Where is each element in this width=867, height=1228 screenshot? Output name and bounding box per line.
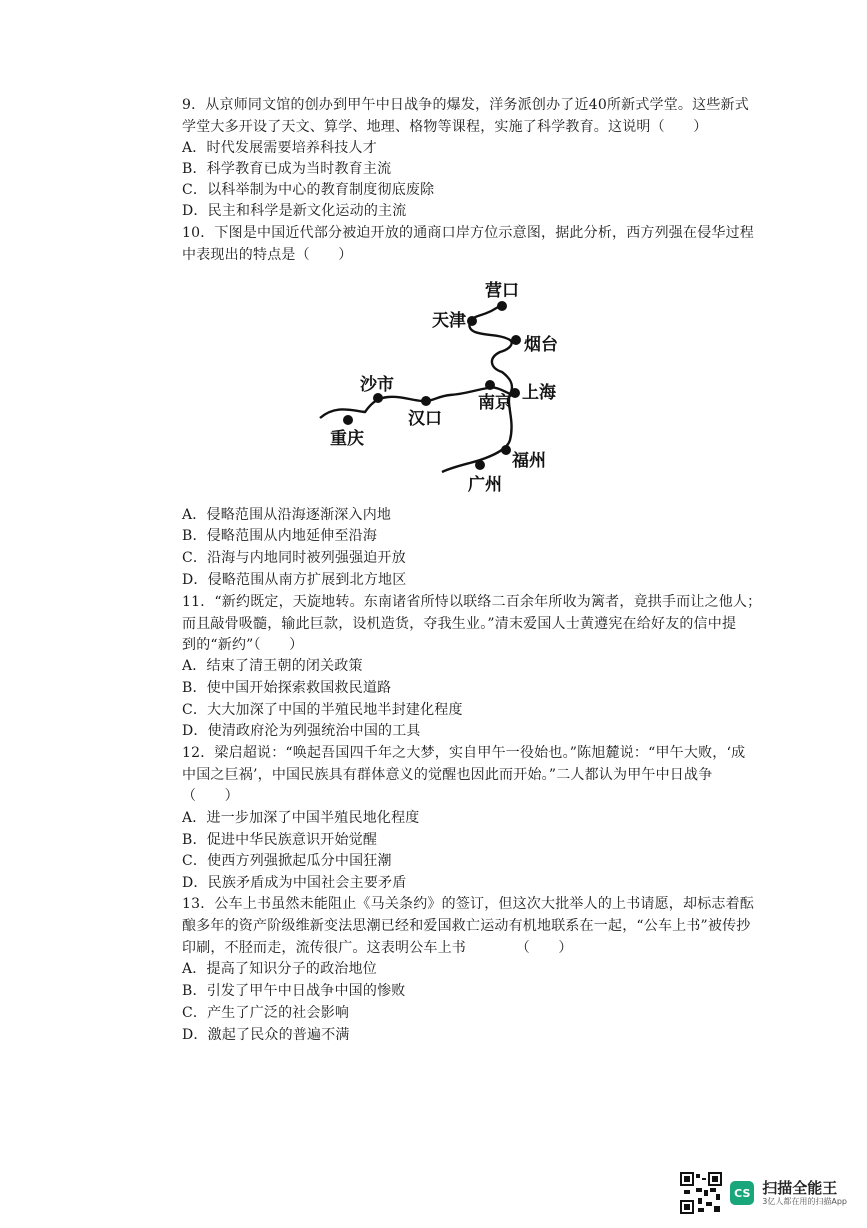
q12-option-a: A．进一步加深了中国半殖民地化程度 — [182, 810, 420, 826]
q10-stem-line2: 中表现出的特点是（ ） — [182, 247, 353, 263]
label-shashi: 沙市 — [360, 375, 394, 395]
q13-option-a: A．提高了知识分子的政治地位 — [182, 961, 377, 977]
camscanner-watermark — [680, 1172, 847, 1214]
q11-option-c: C．大大加深了中国的半殖民地半封建化程度 — [182, 702, 463, 718]
q11-stem-line3: 到的“新约”（ ） — [182, 637, 304, 653]
q10-stem-line1: 10．下图是中国近代部分被迫开放的通商口岸方位示意图，据此分析，西方列强在侵华过程 — [182, 225, 755, 241]
q13-option-d: D．激起了民众的普遍不满 — [182, 1027, 350, 1043]
q10-option-b: B．侵略范围从内地延伸至沿海 — [182, 528, 378, 544]
label-shanghai: 上海 — [522, 383, 556, 403]
q9-option-a: A．时代发展需要培养科技人才 — [182, 140, 377, 156]
label-hankou: 汉口 — [408, 409, 442, 429]
label-fuzhou: 福州 — [512, 451, 546, 471]
q11-stem-line2: 而且敲骨吸髓，输此巨款，设机造货，夺我生业。”清末爱国人士黄遵宪在给好友的信中提 — [182, 616, 737, 632]
nanjing-dot — [485, 380, 495, 390]
yantai-dot — [511, 335, 521, 345]
camscanner-brand — [762, 1179, 847, 1207]
label-yantai: 烟台 — [524, 335, 558, 355]
q11-option-b: B．使中国开始探索救国救民道路 — [182, 680, 392, 696]
q12-stem-line2: 中国之巨祸’，中国民族具有群体意义的觉醒也因此而开始。”二人都认为甲午中日战争 — [182, 767, 713, 783]
tianjin-dot — [467, 316, 477, 326]
q10-option-c: C．沿海与内地同时被列强强迫开放 — [182, 550, 406, 566]
fuzhou-dot — [501, 445, 511, 455]
q12-option-b: B．促进中华民族意识开始觉醒 — [182, 832, 378, 848]
q9-option-c: C．以科举制为中心的教育制度彻底废除 — [182, 182, 435, 198]
q12-stem-line1: 12．梁启超说：“唤起吾国四千年之大梦，实自甲午一役始也。”陈旭麓说：“甲午大败，‘成 — [182, 745, 746, 761]
q9-stem-line2: 学堂大多开设了天文、算学、地理、格物等课程，实施了科学教育。这说明（ ） — [182, 119, 708, 135]
q12-option-d: D．民族矛盾成为中国社会主要矛盾 — [182, 875, 407, 891]
q13-option-c: C．产生了广泛的社会影响 — [182, 1005, 350, 1021]
label-tianjin: 天津 — [432, 311, 466, 331]
label-nanjing: 南京 — [478, 393, 512, 413]
qr-code-icon — [680, 1172, 722, 1214]
treaty-ports-map — [310, 270, 570, 500]
camscanner-tagline: 3亿人都在用的扫描App — [762, 1197, 847, 1206]
guangzhou-dot — [475, 460, 485, 470]
yingkou-dot — [497, 301, 507, 311]
label-guangzhou: 广州 — [468, 475, 502, 495]
q11-option-d: D．使清政府沦为列强统治中国的工具 — [182, 723, 421, 739]
hankou-dot — [421, 396, 431, 406]
q12-option-c: C．使西方列强掀起瓜分中国狂潮 — [182, 853, 392, 869]
q12-stem-line3: （ ） — [182, 788, 239, 804]
q13-option-b: B．引发了甲午中日战争中国的惨败 — [182, 983, 406, 999]
camscanner-app-name: 扫描全能王 — [762, 1179, 838, 1197]
q10-option-a: A．侵略范围从沿海逐渐深入内地 — [182, 507, 392, 523]
q9-stem-line1: 9．从京师同文馆的创办到甲午中日战争的爆发，洋务派创办了近40所新式学堂。这些新式 — [182, 97, 749, 113]
chongqing-dot — [343, 415, 353, 425]
q13-stem-line2: 酿多年的资产阶级维新变法思潮已经和爱国救亡运动有机地联系在一起，“公车上书”被传抄 — [182, 918, 751, 934]
q13-stem-line1: 13．公车上书虽然未能阻止《马关条约》的签订，但这次大批举人的上书请愿，却标志着酝 — [182, 896, 755, 912]
q13-stem-line3: 印刷，不胫而走，流传很广。这表明公车上书 （ ） — [182, 940, 573, 956]
q9-option-b: B．科学教育已成为当时教育主流 — [182, 161, 392, 177]
camscanner-logo-icon: CS — [730, 1181, 754, 1205]
q9-option-d: D．民主和科学是新文化运动的主流 — [182, 203, 407, 219]
q10-option-d: D．侵略范围从南方扩展到北方地区 — [182, 572, 407, 588]
label-yingkou: 营口 — [485, 281, 519, 301]
q11-option-a: A．结束了清王朝的闭关政策 — [182, 658, 363, 674]
label-chongqing: 重庆 — [330, 429, 364, 449]
q11-stem-line1: 11．“新约既定，天旋地转。东南诸省所恃以联络二百余年所收为篱者，竟拱手而让之他人； — [182, 594, 762, 610]
